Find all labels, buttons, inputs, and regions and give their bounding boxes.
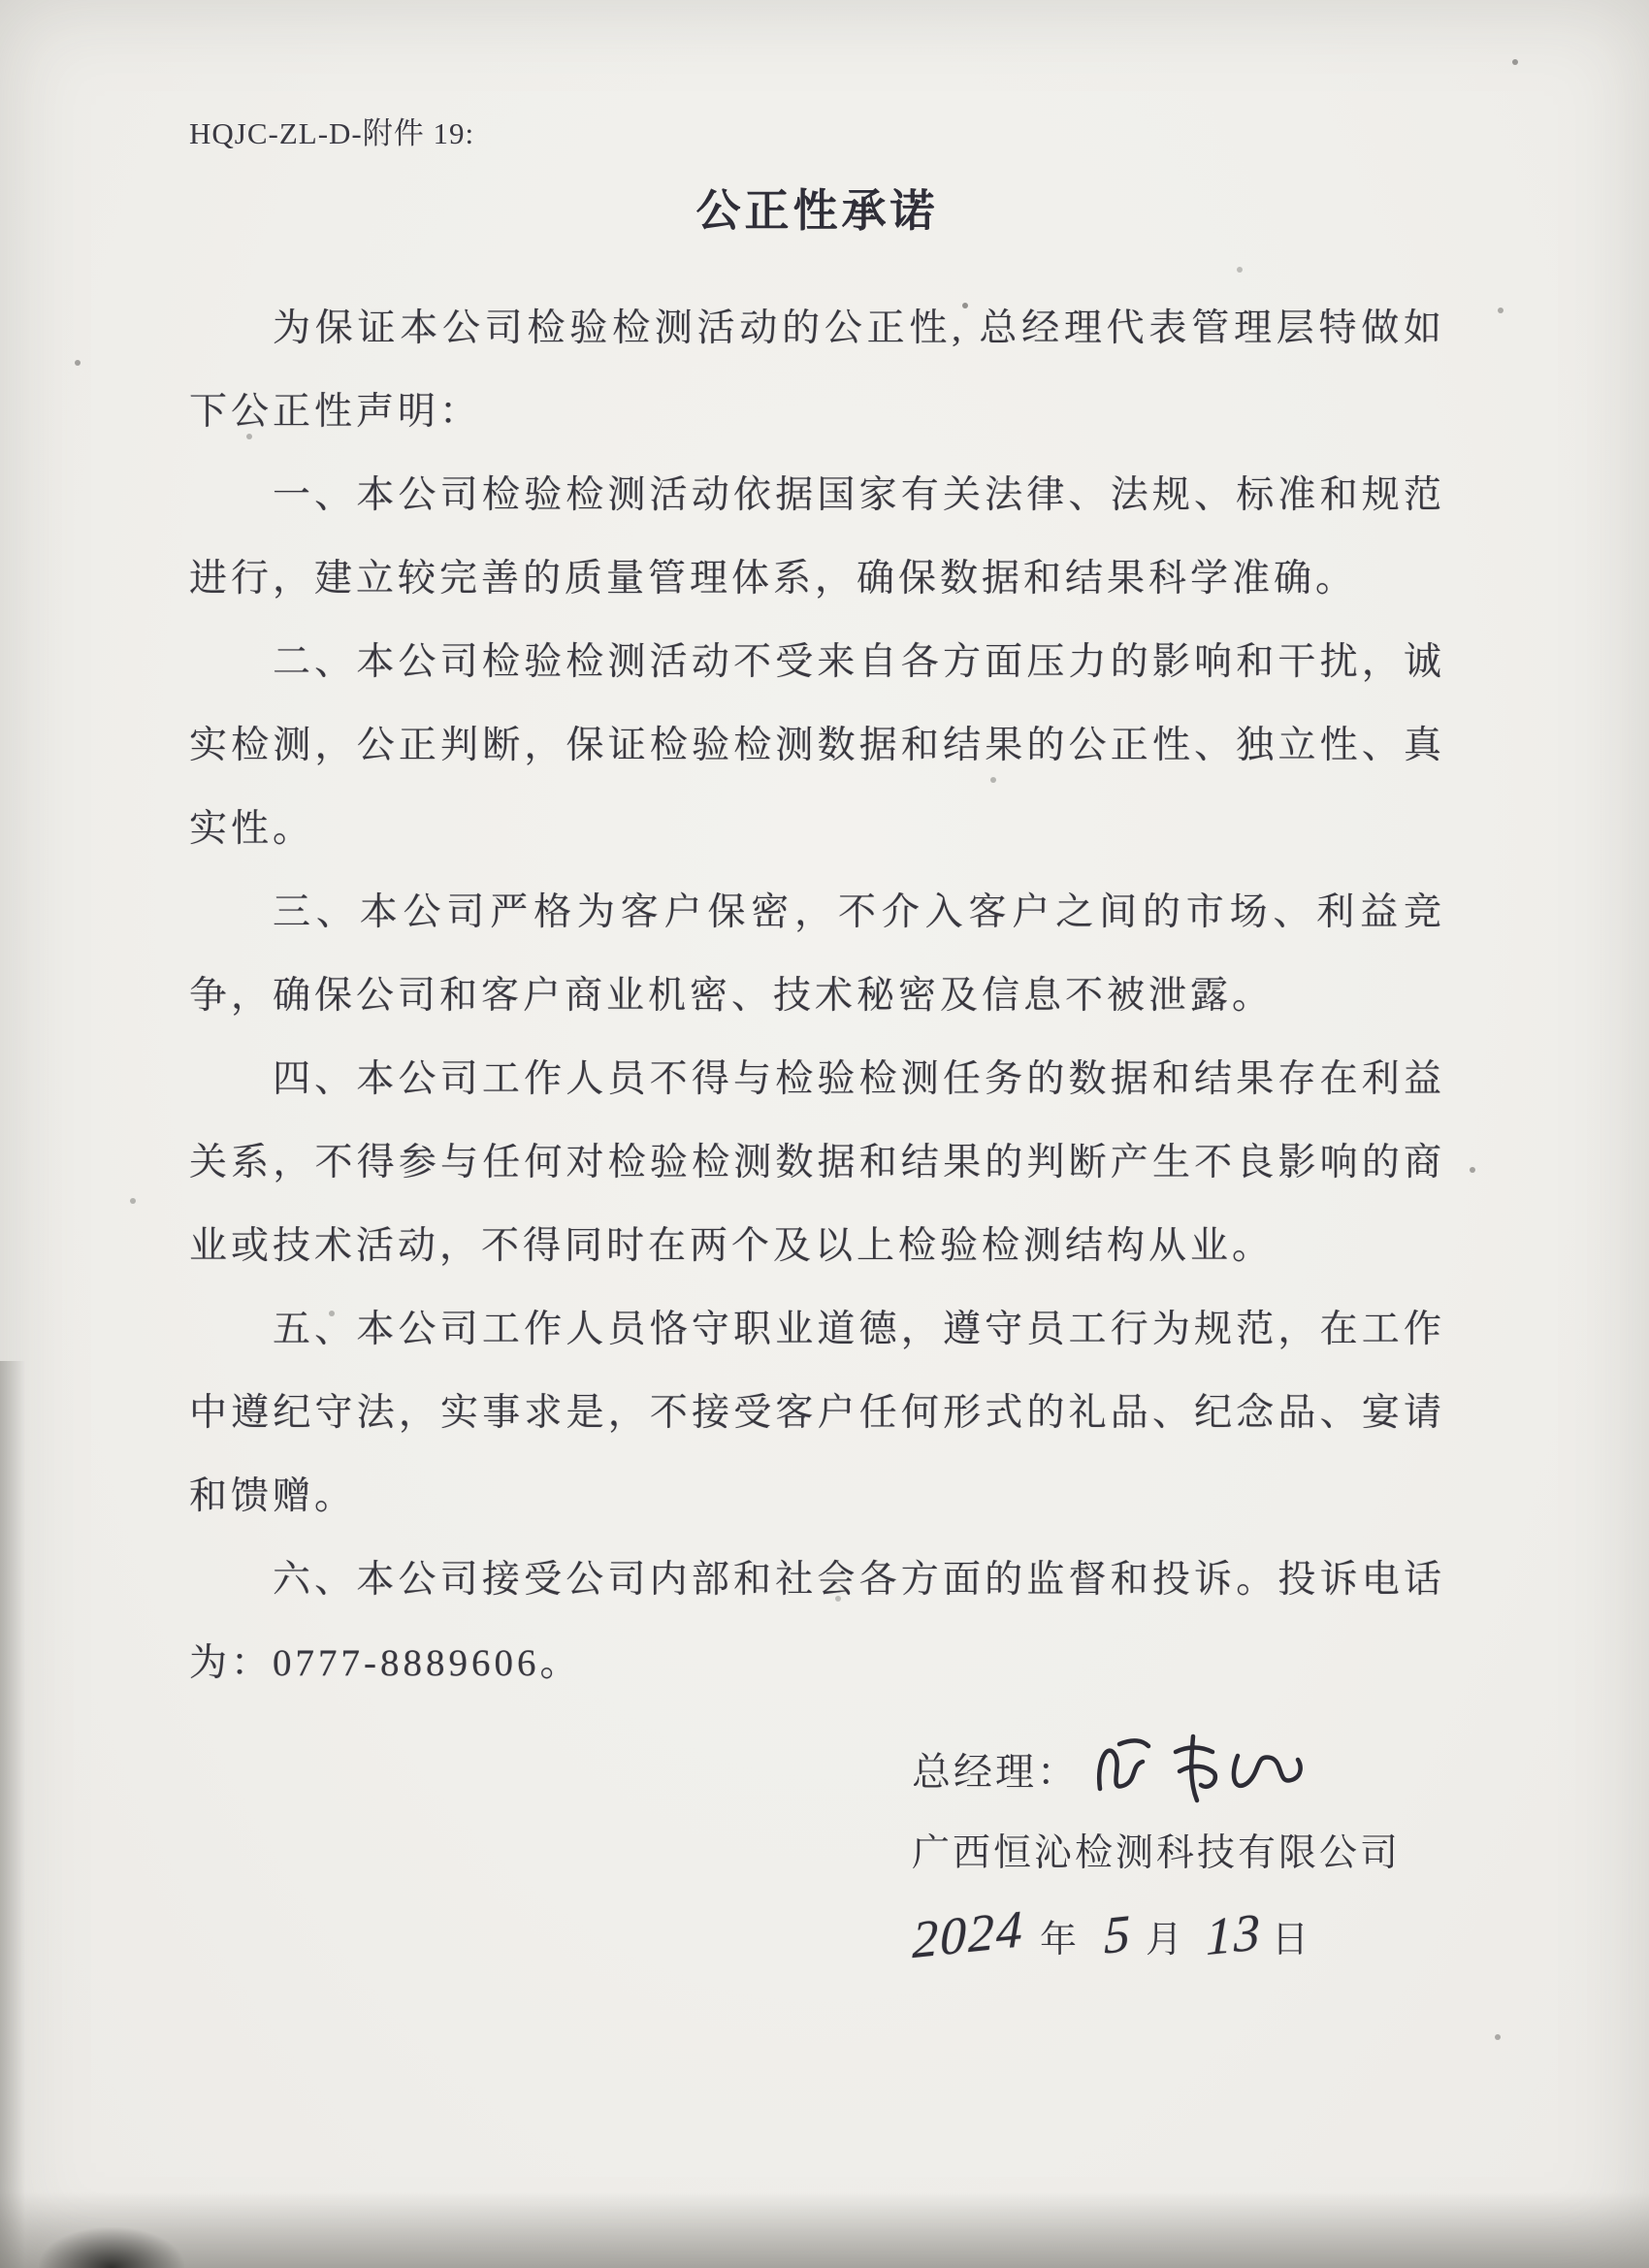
intro-paragraph: 为保证本公司检验检测活动的公正性, 总经理代表管理层特做如下公正性声明： (189, 308, 1445, 434)
date-month-suffix: 月 (1146, 1920, 1185, 1961)
signature-line (912, 1723, 1445, 1815)
statement-item-4: 四、本公司工作人员不得与检验检测任务的数据和结果存在利益关系，不得参与任何对检验检测数据和结果的判断产生不良影响的商业或技术活动，不得同时在两个及以上检验检测结构从业。 (189, 1058, 1445, 1268)
scan-edge-shade-left (0, 1361, 25, 2268)
statement-item-2: 二、本公司检验检测活动不受来自各方面压力的影响和干扰，诚实检测，公正判断，保证检验检测数据和结果的公正性、独立性、真实性。 (189, 641, 1445, 851)
page-title: 公正性承诺 (695, 186, 939, 237)
general-manager-label: 总经理： (912, 1750, 1079, 1795)
statement-item-6: 六、本公司接受公司内部和社会各方面的监督和投诉。投诉电话为：0777-8889606。 (189, 1559, 1445, 1685)
date-month-handwritten: 5 (1104, 1903, 1132, 1965)
scan-noise (0, 0, 4, 4)
doc-code: HQJC-ZL-D-附件 19: (189, 116, 475, 150)
statement-item-1: 一、本公司检验检测活动依据国家有关法律、法规、标准和规范进行，建立较完善的质量管理体系，确保数据和结果科学准确。 (189, 474, 1445, 600)
signature-block (912, 1723, 1445, 1970)
date-year-handwritten: 2024 (912, 1898, 1024, 1970)
date-day-suffix: 日 (1272, 1920, 1311, 1961)
date-day-handwritten: 13 (1206, 1901, 1262, 1967)
statement-body (189, 287, 1445, 1705)
company-name: 广西恒沁检测科技有限公司 (912, 1832, 1402, 1875)
signature-handwriting (1086, 1723, 1310, 1815)
date-year-suffix: 年 (1040, 1920, 1080, 1961)
statement-item-3: 三、本公司严格为客户保密，不介入客户之间的市场、利益竞争，确保公司和客户商业机密、技术秘密及信息不被泄露。 (189, 891, 1445, 1018)
statement-item-5: 五、本公司工作人员恪守职业道德，遵守员工行为规范，在工作中遵纪守法，实事求是，不接受客户任何形式的礼品、纪念品、宴请和馈赠。 (189, 1309, 1445, 1518)
scan-corner-smudge (39, 2227, 184, 2268)
date-line (912, 1898, 1445, 1970)
scan-edge-shade-bottom (0, 2192, 1649, 2268)
